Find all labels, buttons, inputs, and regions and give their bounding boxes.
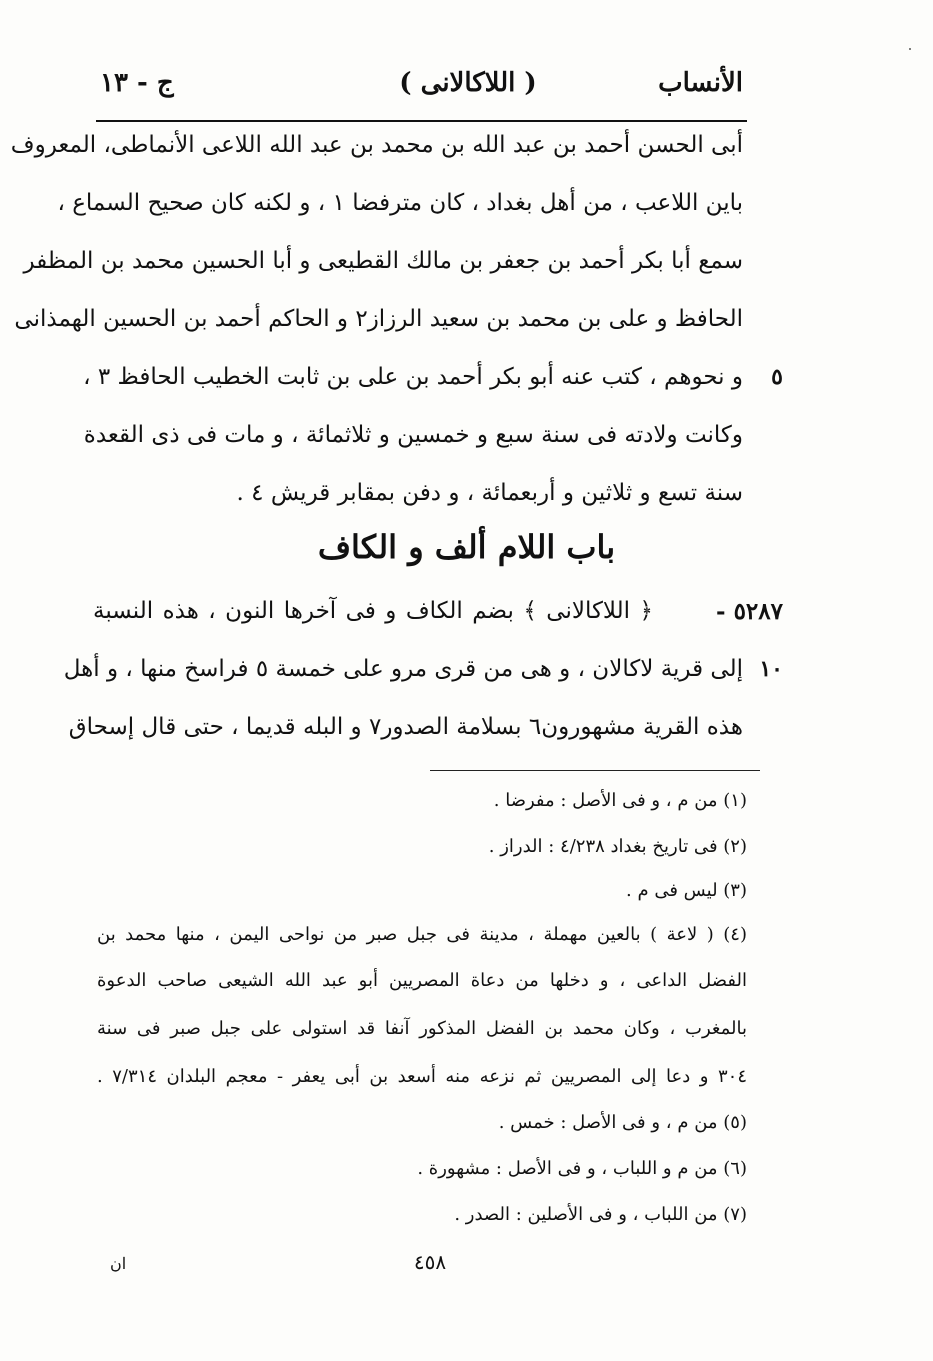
footnote-2: (٢) فى تاريخ بغداد ٤/٢٣٨ : الدراز . xyxy=(488,836,747,857)
footnote-7: (٧) من اللباب ، و فى الأصلين : الصدر . xyxy=(454,1204,747,1225)
header-section-title: ( اللاكالانى ) xyxy=(399,68,537,98)
footnote-1: (١) من م ، و فى الأصل : مفرضا . xyxy=(493,790,747,811)
footnote-4-line-1: (٤) ( لاعة ) بالعين مهملة ، مدينة فى جبل صبر من نواحى اليمن ، منها محمد بن xyxy=(97,924,747,945)
body-line-5: و نحوهم ، كتب عنه أبو بكر أحمد بن على بن ثابت الخطيب الحافظ ٣ ، xyxy=(83,364,743,390)
footnote-5: (٥) من م ، و فى الأصل : خمس . xyxy=(498,1112,747,1133)
footnote-4-line-4: ٣٠٤ و دعا إلى المصريين ثم نزعه منه أسعد بن أبى يعفر - معجم البلدان ٧/٣١٤ . xyxy=(97,1066,747,1087)
corner-note: ان xyxy=(110,1254,127,1273)
entry-line-3: هذه القرية مشهورون٦ بسلامة الصدور٧ و البله قديما ، حتى قال إسحاق xyxy=(68,714,743,740)
footnote-4-line-3: بالمغرب ، وكان محمد بن الفضل المذكور آنفا قد استولى على جبل صبر فى سنة xyxy=(97,1018,747,1039)
entry-number: ٥٢٨٧ - xyxy=(716,598,783,625)
footnote-3: (٣) ليس فى م . xyxy=(626,880,747,901)
footnote-4-line-2: الفضل الداعى ، و دخلها من دعاة المصريين أبو عبد الله الشيعى صاحب الدعوة xyxy=(97,970,747,991)
footnote-6: (٦) من م و اللباب ، و فى الأصل : مشهورة . xyxy=(417,1158,747,1179)
body-line-6: وكانت ولادته فى سنة سبع و خمسين و ثلاثمائة ، و مات فى ذى القعدة xyxy=(83,422,743,448)
header-rule xyxy=(96,120,747,122)
body-line-1: أبى الحسن أحمد بن عبد الله بن محمد بن عبد الله اللاعى الأنماطى، المعروف xyxy=(10,132,743,158)
chapter-heading: باب اللام ألف و الكاف xyxy=(317,528,616,566)
body-line-3: سمع أبا بكر أحمد بن جعفر بن مالك القطيعى و أبا الحسين محمد بن المظفر xyxy=(23,248,743,274)
header-volume: ج - ١٣ xyxy=(100,68,174,98)
line-number-5: ٥ xyxy=(771,364,783,390)
body-line-4: الحافظ و على بن محمد بن سعيد الرزاز٢ و الحاكم أحمد بن الحسين الهمذانى xyxy=(14,306,743,332)
header-book-title: الأنساب xyxy=(658,68,743,98)
scan-speck xyxy=(909,48,911,50)
body-line-7: سنة تسع و ثلاثين و أربعمائة ، و دفن بمقابر قريش ٤ . xyxy=(236,480,743,506)
footnote-rule xyxy=(430,770,760,771)
entry-line-1: ﴿ اللاكالانى ﴾ بضم الكاف و فى آخرها النون ، هذه النسبة xyxy=(93,598,653,624)
entry-line-2: إلى قرية لاكالان ، و هى من قرى مرو على خمسة ٥ فراسخ منها ، و أهل xyxy=(63,656,743,682)
body-line-2: باين اللاعب ، من أهل بغداد ، كان مترفضا ١ ، و لكنه كان صحيح السماع ، xyxy=(57,190,743,216)
page-number: ٤٥٨ xyxy=(413,1250,447,1274)
line-number-10: ١٠ xyxy=(759,656,783,682)
